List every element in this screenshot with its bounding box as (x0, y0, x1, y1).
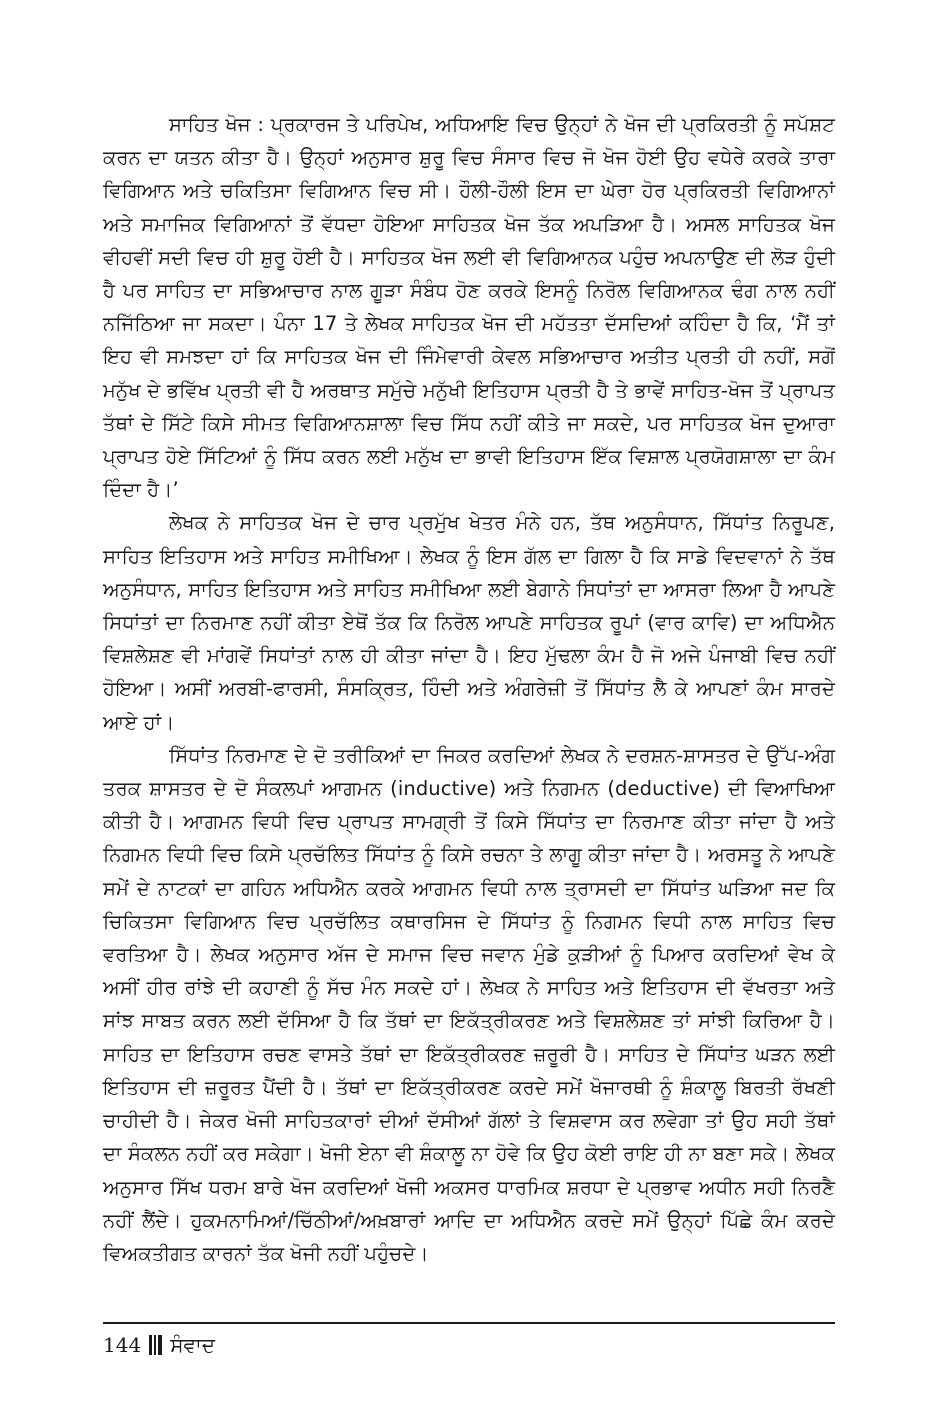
page-number: 144 (103, 1333, 142, 1357)
bars-separator-icon (149, 1335, 164, 1355)
paragraph-2: ਲੇਖਕ ਨੇ ਸਾਹਿਤਕ ਖੋਜ ਦੇ ਚਾਰ ਪ੍ਰਮੁੱਖ ਖੇਤਰ ਮੰਨੇ ਹਨ, ਤੱਥ ਅਨੁਸੰਧਾਨ, ਸਿੱਧਾਂਤ ਨਿਰੂਪਣ, ਸਾਹਿਤ ਇਤਿਹਾਸ ਅਤੇ ਸਾਹਿਤ ਸਮੀਖਿਆ। ਲੇਖਕ ਨੂੰ ਇਸ ਗੱਲ ਦਾ ਗਿਲਾ ਹੈ ਕਿ ਸਾਡੇ ਵਿਦਵਾਨਾਂ ਨੇ ਤੱਥ ਅਨੁਸੰਧਾਨ, ਸਾਹਿਤ ਇਤਿਹਾਸ ਅਤੇ ਸਾਹਿਤ ਸਮੀਖਿਆ ਲਈ ਬੇਗਾਨੇ ਸਿਧਾਂਤਾਂ ਦਾ ਆਸਰਾ ਲਿਆ ਹੈ ਆਪਣੇ ਸਿਧਾਂਤਾਂ ਦਾ ਨਿਰਮਾਣ ਨਹੀਂ ਕੀਤਾ ਏਥੋਂ ਤੱਕ ਕਿ ਨਿਰੋਲ ਆਪਣੇ ਸਾਹਿਤਕ ਰੂਪਾਂ (ਵਾਰ ਕਾਵਿ) ਦਾ ਅਧਿਐਨ ਵਿਸ਼ਲੇਸ਼ਣ ਵੀ ਮਾਂਗਵੇਂ ਸਿਧਾਂਤਾਂ ਨਾਲ ਹੀ ਕੀਤਾ ਜਾਂਦਾ ਹੈ। ਇਹ ਮੁੱਢਲਾ ਕੰਮ ਹੈ ਜੋ ਅਜੇ ਪੰਜਾਬੀ ਵਿਚ ਨਹੀਂ ਹੋਇਆ। ਅਸੀਂ ਅਰਬੀ-ਫਾਰਸੀ, ਸੰਸਕ੍ਰਿਤ, ਹਿੰਦੀ ਅਤੇ ਅੰਗਰੇਜ਼ੀ ਤੋਂ ਸਿੱਧਾਂਤ ਲੈ ਕੇ ਆਪਣਾਂ ਕੰਮ ਸਾਰਦੇ ਆਏ ਹਾਂ। (103, 511, 835, 734)
paragraph-1: ਸਾਹਿਤ ਖੋਜ : ਪ੍ਰਕਾਰਜ ਤੇ ਪਰਿਪੇਖ, ਅਧਿਆਇ ਵਿਚ ਉਨ੍ਹਾਂ ਨੇ ਖੋਜ ਦੀ ਪ੍ਰਕਿਰਤੀ ਨੂੰ ਸਪੱਸ਼ਟ ਕਰਨ ਦਾ ਯਤਨ ਕੀਤਾ ਹੈ। ਉਨ੍ਹਾਂ ਅਨੁਸਾਰ ਸ਼ੁਰੂ ਵਿਚ ਸੰਸਾਰ ਵਿਚ ਜੋ ਖੋਜ ਹੋਈ ਉਹ ਵਧੇਰੇ ਕਰਕੇ ਤਾਰਾ ਵਿਗਿਆਨ ਅਤੇ ਚਕਿਤਿਸਾ ਵਿਗਿਆਨ ਵਿਚ ਸੀ। ਹੌਲੀ-ਹੌਲੀ ਇਸ ਦਾ ਘੇਰਾ ਹੋਰ ਪ੍ਰਕਿਰਤੀ ਵਿਗਿਆਨਾਂ ਅਤੇ ਸਮਾਜਿਕ ਵਿਗਿਆਨਾਂ ਤੋਂ ਵੱਧਦਾ ਹੋਇਆ ਸਾਹਿਤਕ ਖੋਜ ਤੱਕ ਅਪੜਿਆ ਹੈ। ਅਸਲ ਸਾਹਿਤਕ ਖੋਜ ਵੀਹਵੀਂ ਸਦੀ ਵਿਚ ਹੀ ਸ਼ੁਰੂ ਹੋਈ ਹੈ। ਸਾਹਿਤਕ ਖੋਜ ਲਈ ਵੀ ਵਿਗਿਆਨਕ ਪਹੁੰਚ ਅਪਨਾਉਣ ਦੀ ਲੋੜ ਹੁੰਦੀ ਹੈ ਪਰ ਸਾਹਿਤ ਦਾ ਸਭਿਆਚਾਰ ਨਾਲ ਗੂੜਾ ਸੰਬੰਧ ਹੋਣ ਕਰਕੇ ਇਸਨੂੰ ਨਿਰੋਲ ਵਿਗਿਆਨਕ ਢੰਗ ਨਾਲ ਨਹੀਂ ਨਜਿੱਠਿਆ ਜਾ ਸਕਦਾ। ਪੰਨਾ 17 ਤੇ ਲੇਖਕ ਸਾਹਿਤਕ ਖੋਜ ਦੀ ਮਹੱਤਤਾ ਦੱਸਦਿਆਂ ਕਹਿੰਦਾ ਹੈ ਕਿ, ‘ਮੈਂ ਤਾਂ ਇਹ ਵੀ ਸਮਝਦਾ ਹਾਂ ਕਿ ਸਾਹਿਤਕ ਖੋਜ ਦੀ ਜਿੰਮੇਵਾਰੀ ਕੇਵਲ ਸਭਿਆਚਾਰ ਅਤੀਤ ਪ੍ਰਤੀ ਹੀ ਨਹੀਂ, ਸਗੋਂ ਮਨੁੱਖ ਦੇ ਭਵਿੱਖ ਪ੍ਰਤੀ ਵੀ ਹੈ ਅਰਥਾਤ ਸਮੁੱਚੇ ਮਨੁੱਖੀ ਇਤਿਹਾਸ ਪ੍ਰਤੀ ਹੈ ਤੇ ਭਾਵੇਂ ਸਾਹਿਤ-ਖੋਜ ਤੋਂ ਪ੍ਰਾਪਤ ਤੱਥਾਂ ਦੇ ਸਿੱਟੇ ਕਿਸੇ ਸੀਮਤ ਵਿਗਿਆਨਸ਼ਾਲਾ ਵਿਚ ਸਿੱਧ ਨਹੀਂ ਕੀਤੇ ਜਾ ਸਕਦੇ, ਪਰ ਸਾਹਿਤਕ ਖੋਜ ਦੁਆਰਾ ਪ੍ਰਾਪਤ ਹੋਏ ਸਿੱਟਿਆਂ ਨੂੰ ਸਿੱਧ ਕਰਨ ਲਈ ਮਨੁੱਖ ਦਾ ਭਾਵੀ ਇਤਿਹਾਸ ਇੱਕ ਵਿਸ਼ਾਲ ਪ੍ਰਯੋਗਸ਼ਾਲਾ ਦਾ ਕੰਮ ਦਿੰਦਾ ਹੈ।’ (103, 113, 835, 502)
journal-title: ਸੰਵਾਦ (170, 1333, 215, 1357)
page-body (103, 108, 835, 1270)
paragraph-3: ਸਿੱਧਾਂਤ ਨਿਰਮਾਣ ਦੇ ਦੋ ਤਰੀਕਿਆਂ ਦਾ ਜਿਕਰ ਕਰਦਿਆਂ ਲੇਖਕ ਨੇ ਦਰਸ਼ਨ-ਸ਼ਾਸਤਰ ਦੇ ਉੱਪ-ਅੰਗ ਤਰਕ ਸ਼ਾਸਤਰ ਦੇ ਦੋ ਸੰਕਲਪਾਂ ਆਗਮਨ (inductive) ਅਤੇ ਨਿਗਮਨ (deductive) ਦੀ ਵਿਆਖਿਆ ਕੀਤੀ ਹੈ। ਆਗਮਨ ਵਿਧੀ ਵਿਚ ਪ੍ਰਾਪਤ ਸਾਮਗ੍ਰੀ ਤੋਂ ਕਿਸੇ ਸਿੱਧਾਂਤ ਦਾ ਨਿਰਮਾਣ ਕੀਤਾ ਜਾਂਦਾ ਹੈ ਅਤੇ ਨਿਗਮਨ ਵਿਧੀ ਵਿਚ ਕਿਸੇ ਪ੍ਰਚੱਲਿਤ ਸਿੱਧਾਂਤ ਨੂੰ ਕਿਸੇ ਰਚਨਾ ਤੇ ਲਾਗੂ ਕੀਤਾ ਜਾਂਦਾ ਹੈ। ਅਰਸਤੂ ਨੇ ਆਪਣੇ ਸਮੇਂ ਦੇ ਨਾਟਕਾਂ ਦਾ ਗਹਿਨ ਅਧਿਐਨ ਕਰਕੇ ਆਗਮਨ ਵਿਧੀ ਨਾਲ ਤ੍ਰਾਸਦੀ ਦਾ ਸਿੱਧਾਂਤ ਘੜਿਆ ਜਦ ਕਿ ਚਿਕਿਤਸਾ ਵਿਗਿਆਨ ਵਿਚ ਪ੍ਰਚੱਲਿਤ ਕਥਾਰਸਿਜ ਦੇ ਸਿੱਧਾਂਤ ਨੂੰ ਨਿਗਮਨ ਵਿਧੀ ਨਾਲ ਸਾਹਿਤ ਵਿਚ ਵਰਤਿਆ ਹੈ। ਲੇਖਕ ਅਨੁਸਾਰ ਅੱਜ ਦੇ ਸਮਾਜ ਵਿਚ ਜਵਾਨ ਮੁੰਡੇ ਕੁੜੀਆਂ ਨੂੰ ਪਿਆਰ ਕਰਦਿਆਂ ਵੇਖ ਕੇ ਅਸੀਂ ਹੀਰ ਰਾਂਝੇ ਦੀ ਕਹਾਣੀ ਨੂੰ ਸੱਚ ਮੰਨ ਸਕਦੇ ਹਾਂ। ਲੇਖਕ ਨੇ ਸਾਹਿਤ ਅਤੇ ਇਤਿਹਾਸ ਦੀ ਵੱਖਰਤਾ ਅਤੇ ਸਾਂਝ ਸਾਬਤ ਕਰਨ ਲਈ ਦੱਸਿਆ ਹੈ ਕਿ ਤੱਥਾਂ ਦਾ ਇਕੱਤ੍ਰੀਕਰਣ ਅਤੇ ਵਿਸ਼ਲੇਸ਼ਣ ਤਾਂ ਸਾਂਝੀ ਕਿਰਿਆ ਹੈ। ਸਾਹਿਤ ਦਾ ਇਤਿਹਾਸ ਰਚਣ ਵਾਸਤੇ ਤੱਥਾਂ ਦਾ ਇਕੱਤ੍ਰੀਕਰਣ ਜ਼ਰੂਰੀ ਹੈ। ਸਾਹਿਤ ਦੇ ਸਿੱਧਾਂਤ ਘੜਨ ਲਈ ਇਤਿਹਾਸ ਦੀ ਜ਼ਰੂਰਤ ਪੈਂਦੀ ਹੈ। ਤੱਥਾਂ ਦਾ ਇਕੱਤ੍ਰੀਕਰਣ ਕਰਦੇ ਸਮੇਂ ਖੋਜਾਰਥੀ ਨੂੰ ਸ਼ੰਕਾਲੂ ਬਿਰਤੀ ਰੱਖਣੀ ਚਾਹੀਦੀ ਹੈ। ਜੇਕਰ ਖੋਜੀ ਸਾਹਿਤਕਾਰਾਂ ਦੀਆਂ ਦੱਸੀਆਂ ਗੱਲਾਂ ਤੇ ਵਿਸ਼ਵਾਸ ਕਰ ਲਵੇਗਾ ਤਾਂ ਉਹ ਸਹੀ ਤੱਥਾਂ ਦਾ ਸੰਕਲਨ ਨਹੀਂ ਕਰ ਸਕੇਗਾ। ਖੋਜੀ ਏਨਾ ਵੀ ਸ਼ੰਕਾਲੂ ਨਾ ਹੋਵੇ ਕਿ ਉਹ ਕੋਈ ਰਾਇ ਹੀ ਨਾ ਬਣਾ ਸਕੇ। ਲੇਖਕ ਅਨੁਸਾਰ ਸਿੱਖ ਧਰਮ ਬਾਰੇ ਖੋਜ ਕਰਦਿਆਂ ਖੋਜੀ ਅਕਸਰ ਧਾਰਮਿਕ ਸ਼ਰਧਾ ਦੇ ਪ੍ਰਭਾਵ ਅਧੀਨ ਸਹੀ ਨਿਰਣੈ ਨਹੀਂ ਲੈਂਦੇ। ਹੁਕਮਨਾਮਿਆਂ/ਚਿੱਠੀਆਂ/ਅਖ਼ਬਾਰਾਂ ਆਦਿ ਦਾ ਅਧਿਐਨ ਕਰਦੇ ਸਮੇਂ ਉਨ੍ਹਾਂ ਪਿੱਛੇ ਕੰਮ ਕਰਦੇ ਵਿਅਕਤੀਗਤ ਕਾਰਨਾਂ ਤੱਕ ਖੋਜੀ ਨਹੀਂ ਪਹੁੰਚਦੇ। (103, 743, 835, 1265)
page-footer (103, 1322, 835, 1360)
